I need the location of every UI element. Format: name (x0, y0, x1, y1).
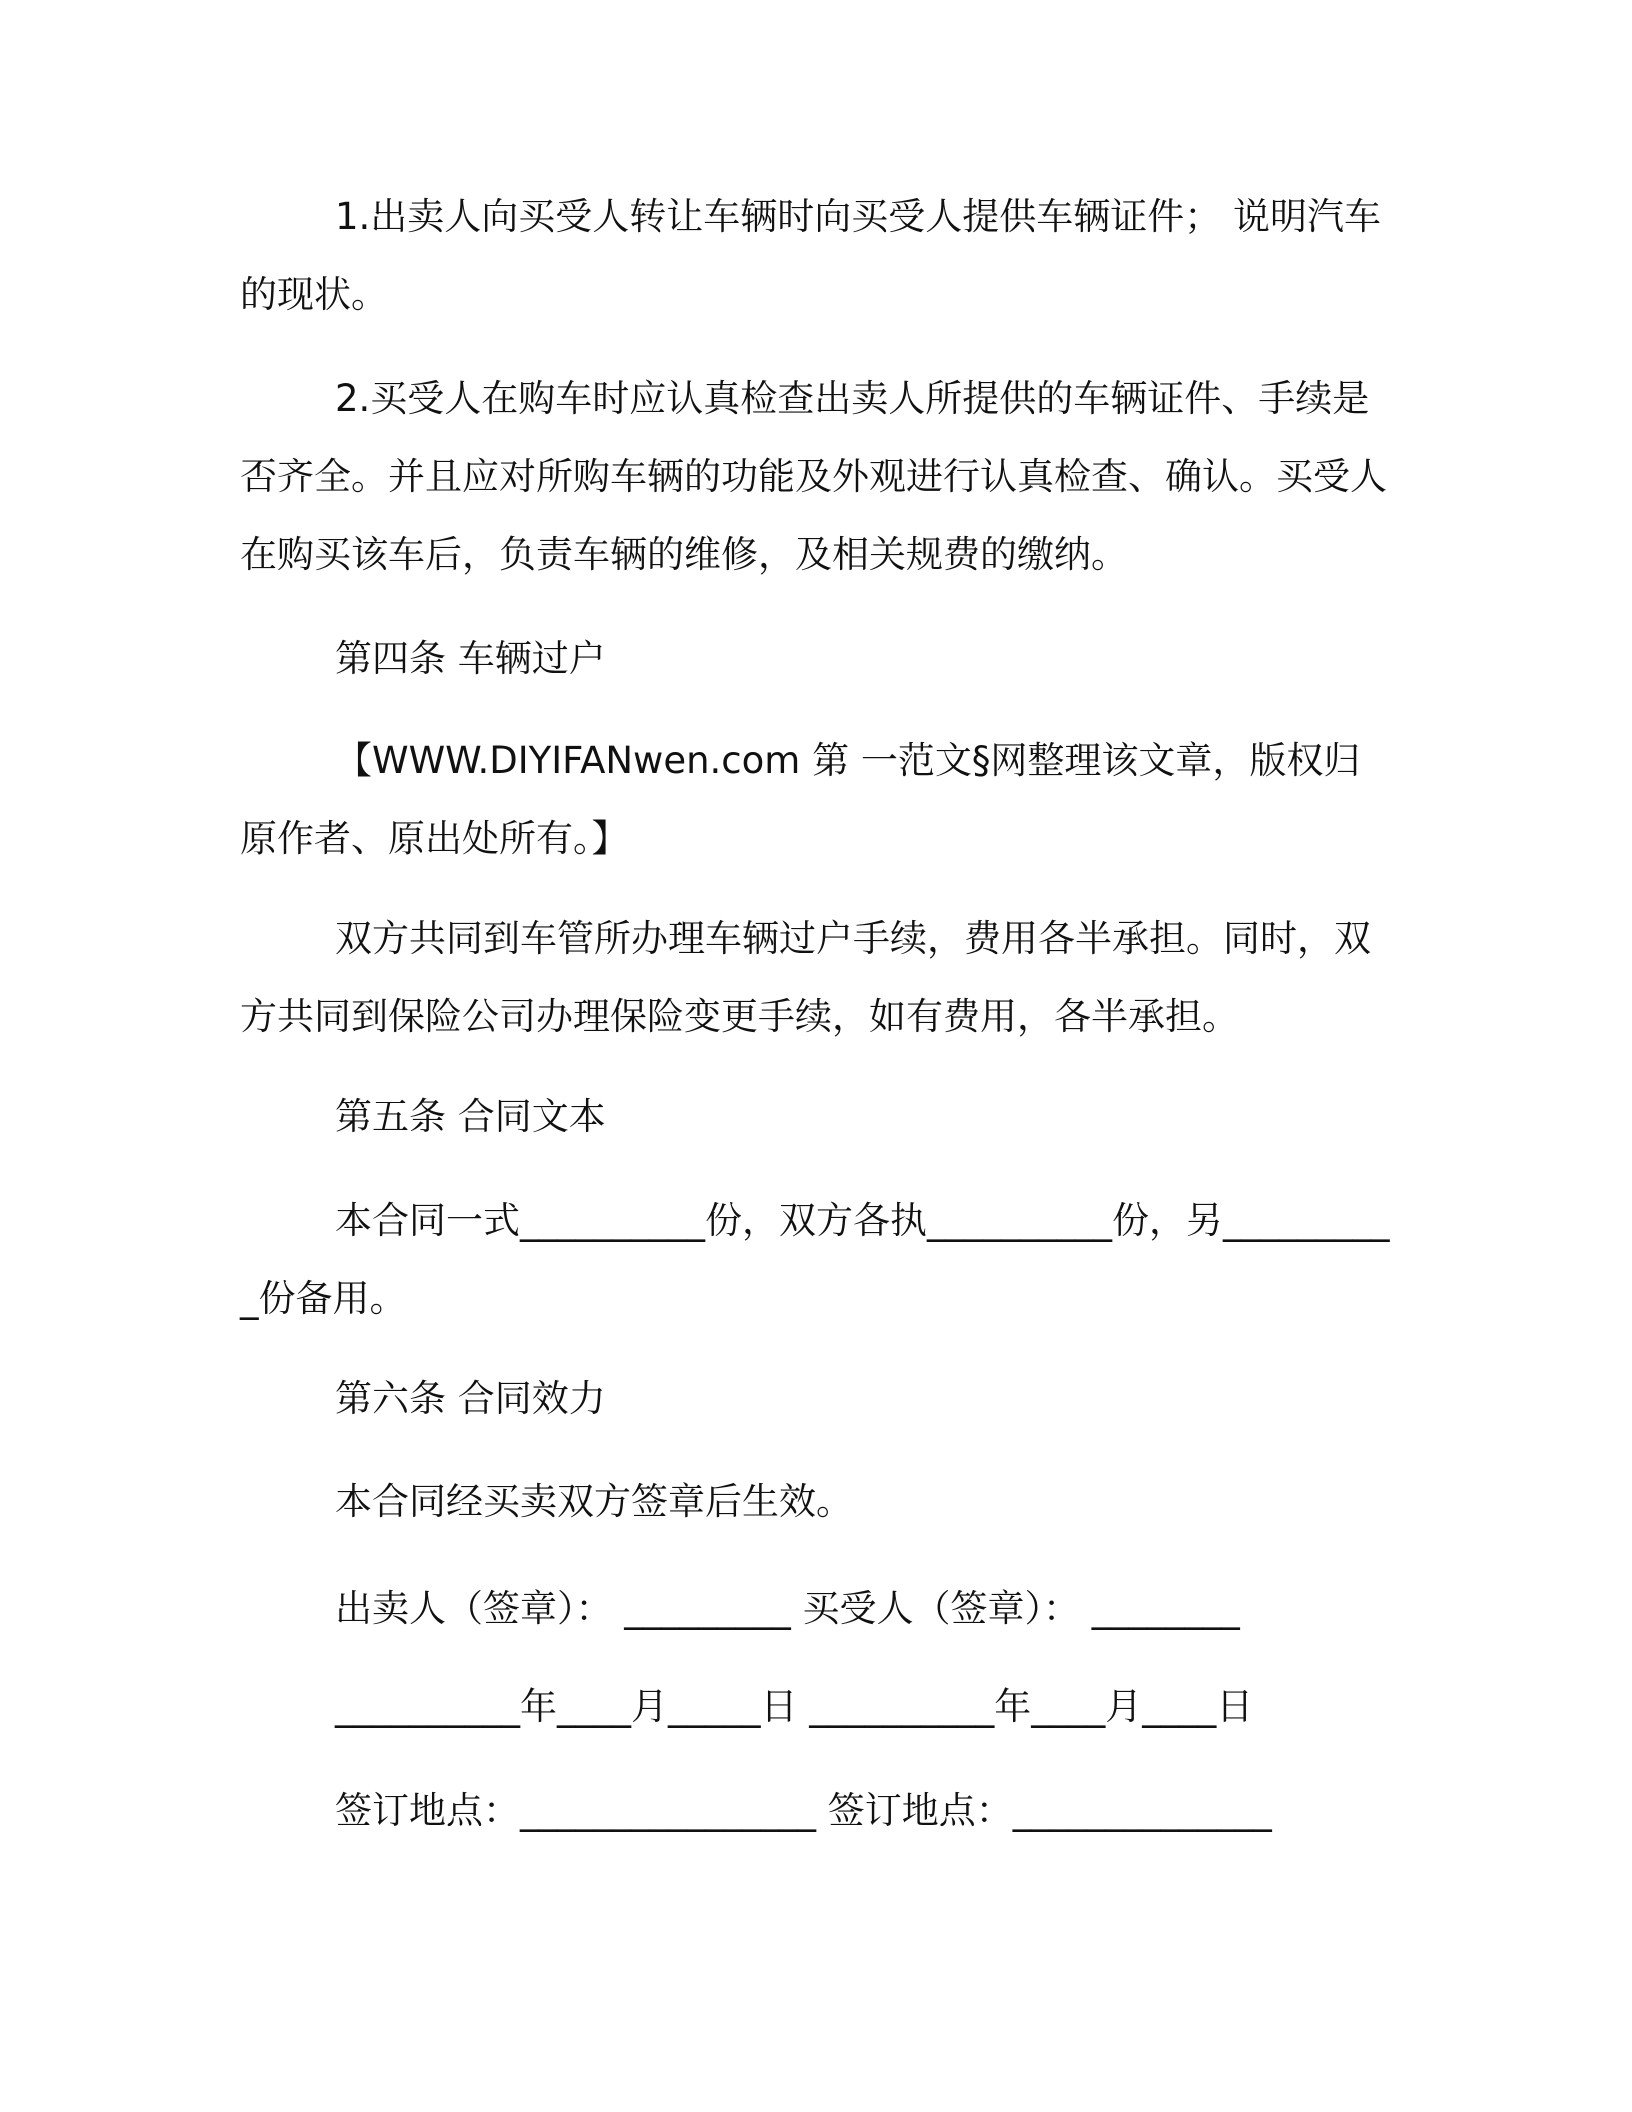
signature-line: 出卖人（签章）： _________ 买受人（签章）： ________ (335, 1587, 1240, 1630)
heading-article-4: 第四条 车辆过户 (335, 637, 606, 680)
paragraph-copies: 本合同一式__________份，双方各执__________份，另__________份备用。 (240, 1199, 1390, 1320)
paragraph-clause-3-item-2: 2.买受人在购车时应认真检查出卖人所提供的车辆证件、手续是否齐全。并且应对所购车辆的功能及外观进行认真检查、确认。买受人在购买该车后，负责车辆的维修，及相关规费的缴纳。 (240, 377, 1387, 576)
date-line: __________年____月_____日 __________年____月____日 (335, 1685, 1254, 1728)
paragraph-effect: 本合同经买卖双方签章后生效。 (335, 1480, 853, 1523)
heading-article-5: 第五条 合同文本 (335, 1095, 606, 1138)
watermark-notice: 【WWW.DIYIFANwen.com 第 一范文§网整理该文章，版权归原作者、原出处所有。】 (240, 739, 1361, 860)
paragraph-clause-3-item-1: 1.出卖人向买受人转让车辆时向买受人提供车辆证件； 说明汽车的现状。 (240, 195, 1382, 316)
signing-place-line: 签订地点：________________ 签订地点：______________ (335, 1789, 1272, 1832)
heading-article-6: 第六条 合同效力 (335, 1377, 606, 1420)
paragraph-transfer: 双方共同到车管所办理车辆过户手续，费用各半承担。同时，双方共同到保险公司办理保险变更手续，如有费用，各半承担。 (240, 917, 1371, 1038)
